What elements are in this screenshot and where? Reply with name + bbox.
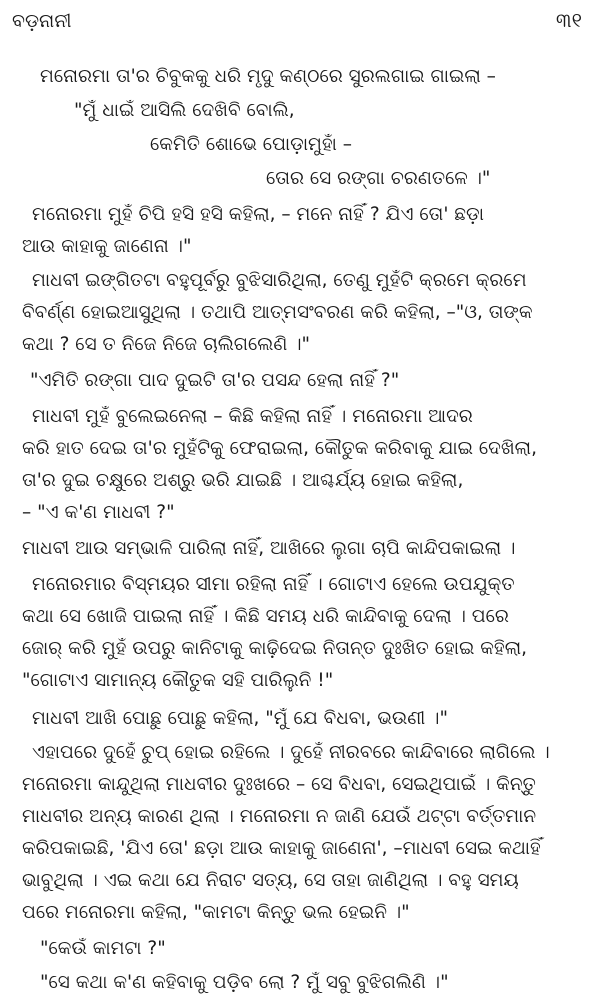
- text-line: – "ଏ କ'ଣ ମାଧବୀ ?": [22, 502, 175, 523]
- text-line: ଏହାପରେ ଦୁହେଁ ଚୁପ୍ ହୋଇ ରହିଲେ । ଦୁହେଁ ନୀରବରେ କାନ୍ଦିବାରେ ଲାଗିଲେ ।: [32, 742, 550, 763]
- text-line: "କେଉଁ କାମଟା ?": [40, 938, 166, 959]
- text-line: ତା'ର ଦୁଇ ଚକ୍ଷୁରେ ଅଶ୍ରୁ ଭରି ଯାଇଛି । ଆଶ୍ଚର୍ଯ୍ୟ ହୋଇ କହିଲା,: [22, 470, 464, 491]
- page-header: [12, 4, 582, 38]
- text-line: ଆଉ କାହାକୁ ଜାଣେନା ।": [22, 236, 192, 257]
- text-line: ମନୋରମା ତା'ର ଚିବୁକକୁ ଧରି ମୃଦୁ କଣ୍ଠରେ ସୁରଲଗାଇ ଗାଇଲା –: [40, 66, 496, 87]
- text-line: କଥା ସେ ଖୋଜି ପାଇଲା ନାହିଁ । କିଛି ସମୟ ଧରି କାନ୍ଦିବାକୁ ଦେଲା । ପରେ: [22, 606, 509, 627]
- text-line: ମାଧବୀ ମୁହଁ ବୁଲେଇନେଲା – କିଛି କହିଲା ନାହିଁ । ମନୋରମା ଆଦର: [32, 406, 473, 427]
- text-line: ମାଧବୀ ଇଙ୍ଗିତଟା ବହୁପୂର୍ବରୁ ବୁଝିସାରିଥିଲା, ତେଣୁ ମୁହଁଟି କ୍ରମେ କ୍ରମେ: [32, 270, 527, 291]
- text-line: ମନୋରମା ମୁହଁ ଚିପି ହସି ହସି କହିଲା, – ମନେ ନାହିଁ ? ଯିଏ ତୋ' ଛଡ଼ା: [32, 204, 484, 225]
- text-line: ଜୋର୍ କରି ମୁହଁ ଉପରୁ କାନିଟାକୁ କାଢ଼ିଦେଇ ନିତାନ୍ତ ଦୁଃଖିତ ହୋଇ କହିଲା,: [22, 638, 528, 659]
- text-line: ତୋର ସେ ରଙ୍ଗା ଚରଣତଳେ ।": [266, 168, 491, 189]
- text-line: "ଏମିତି ରଙ୍ଗା ପାଦ ଦୁଇଟି ତା'ର ପସନ୍ଦ ହେଲା ନାହିଁ ?": [30, 370, 400, 391]
- text-line: ପରେ ମନୋରମା କହିଲା, "କାମଟା କିନ୍ତୁ ଭଲ ହେଇନି ।": [22, 902, 410, 923]
- text-line: ମାଧବୀ ଆଖି ପୋଛୁ ପୋଛୁ କହିଲା, "ମୁଁ ଯେ ବିଧବା, ଭଉଣୀ ।": [32, 708, 449, 729]
- text-line: ବିବର୍ଣ୍ଣ ହୋଇଆସୁଥିଲା । ତଥାପି ଆତ୍ମସଂବରଣ କରି କହିଲା, –"ଓ, ତାଙ୍କ: [22, 302, 533, 323]
- running-head: ବଡ଼ନାନୀ: [12, 10, 72, 32]
- page-number: ୩୧: [555, 8, 582, 32]
- text-line: "ମୁଁ ଧାଇଁ ଆସିଲି ଦେଖିବି ବୋଲି,: [74, 100, 295, 121]
- text-line: ଭାବୁଥିଲା । ଏଇ କଥା ଯେ ନିରାଟ ସତ୍ୟ, ସେ ତାହା ଜାଣିଥିଲା । ବହୁ ସମୟ: [22, 870, 519, 891]
- text-line: "ସେ କଥା କ'ଣ କହିବାକୁ ପଡ଼ିବ ଲୋ ? ମୁଁ ସବୁ ବୁଝିଗଲିଣି ।": [40, 972, 449, 993]
- text-line: ମନୋରମା କାନ୍ଦୁଥିଲା ମାଧବୀର ଦୁଃଖରେ – ସେ ବିଧବା, ସେଇଥିପାଇଁ । କିନ୍ତୁ: [22, 774, 536, 795]
- text-line: "ଗୋଟାଏ ସାମାନ୍ୟ କୌତୁକ ସହି ପାରିଲୁନି !": [22, 670, 334, 691]
- text-line: କରି ହାତ ଦେଇ ତା'ର ମୁହଁଟିକୁ ଫେରାଇଲା, କୌତୁକ କରିବାକୁ ଯାଇ ଦେଖିଲା,: [22, 438, 537, 459]
- text-line: କଥା ? ସେ ତ ନିଜେ ନିଜେ ଚାଲିଗଲେଣି ।": [22, 334, 311, 355]
- text-line: କେମିତି ଶୋଭେ ପୋଡ଼ାମୁହାଁ –: [150, 134, 353, 155]
- text-line: ମାଧବୀର ଅନ୍ୟ କାରଣ ଥିଲା । ମନୋରମା ନ ଜାଣି ଯେଉଁ ଥଟ୍ଟା ବର୍ତ୍ତମାନ: [22, 806, 537, 827]
- text-line: କରିପକାଇଛି, 'ଯିଏ ତୋ' ଛଡ଼ା ଆଉ କାହାକୁ ଜାଣେନା', –ମାଧବୀ ସେଇ କଥାହିଁ: [22, 838, 541, 859]
- text-line: ମାଧବୀ ଆଉ ସମ୍ଭାଳି ପାରିଲା ନାହିଁ, ଆଖିରେ ଲୁଗା ଚାପି କାନ୍ଦିପକାଇଲା ।: [22, 538, 516, 559]
- text-line: ମନୋରମାର ବିସ୍ମୟର ସୀମା ରହିଲା ନାହିଁ । ଗୋଟାଏ ହେଲେ ଉପଯୁକ୍ତ: [32, 574, 515, 595]
